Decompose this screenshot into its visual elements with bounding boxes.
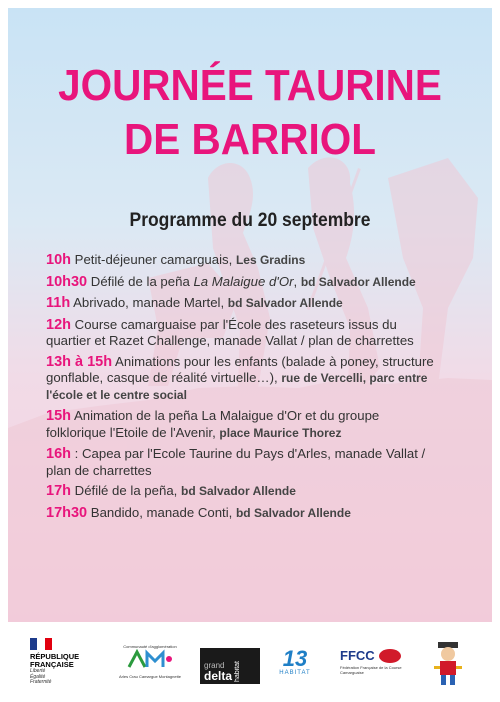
rf-motto-3: Fraternité <box>30 679 52 685</box>
program-text: Bandido, manade Conti, <box>90 504 233 520</box>
program-list <box>46 252 438 526</box>
program-place: rue de Vercelli, parc entre l'école et le centre social <box>46 371 428 402</box>
program-time: 16h <box>46 446 71 462</box>
program-place: place Maurice Thorez <box>219 425 342 440</box>
program-item <box>46 446 438 478</box>
program-time: 17h <box>46 483 71 499</box>
program-text: Animations pour les enfants (balade à poney, structure gonflable, casque de réalité virtuelle…), <box>46 353 434 385</box>
program-item <box>46 483 438 500</box>
program-time: 12h <box>46 316 71 333</box>
program-item <box>46 354 438 404</box>
habitat-13-word: HABITAT <box>279 670 311 676</box>
subtitle: Programme du 20 septembre <box>129 210 371 231</box>
program-place: Les Gradins <box>235 253 306 267</box>
rf-line-1: RÉPUBLIQUE <box>30 652 80 661</box>
accm-mark-icon <box>125 649 175 669</box>
program-item <box>46 505 438 522</box>
habitat-13-mark: 13 <box>282 646 308 671</box>
program-text-italic: La Malaigue d'Or <box>193 273 294 289</box>
gdh-word-3: habitat <box>234 660 242 682</box>
program-place: bd Salvador Allende <box>300 274 416 289</box>
rf-motto-2: Égalité <box>30 673 46 680</box>
program-place: bd Salvador Allende <box>227 296 343 310</box>
marianne-icon <box>30 638 52 650</box>
ffcc-logo <box>340 648 410 675</box>
program-time: 17h30 <box>46 504 88 521</box>
program-text: Animation de la peña La Malaigue d'Or et du groupe folklorique l'Etoile de l'Avenir, <box>46 408 380 440</box>
program-time: 10h <box>46 252 71 268</box>
program-item <box>46 295 438 312</box>
rf-motto-1: Liberté <box>30 668 46 674</box>
gdh-word-1: grand <box>204 661 225 670</box>
program-text: : Capea par l'Ecole Taurine du Pays d'Arles, manade Vallat / plan de charrettes <box>46 446 426 478</box>
accm-bottom-text: Arles Crau Camargue Montagnette <box>118 674 182 679</box>
program-text-after: , <box>293 273 298 289</box>
program-text: Défilé de la peña <box>90 273 190 289</box>
program-text: Petit-déjeuner camarguais, <box>74 252 233 267</box>
program-place: bd Salvador Allende <box>181 484 296 498</box>
program-text: Abrivado, manade Martel, <box>73 295 225 310</box>
accm-top-text: Communauté d'agglomération <box>123 644 177 649</box>
habitat-13-logo <box>270 648 320 676</box>
program-item <box>46 408 438 441</box>
partner-logos <box>0 628 500 698</box>
program-item <box>46 317 438 349</box>
grand-delta-habitat-logo <box>200 648 260 684</box>
program-time: 11h <box>46 295 71 311</box>
taurine-mascot-icon <box>432 636 464 688</box>
republique-francaise-logo <box>30 638 88 686</box>
title-line-2: DE BARRIOL <box>124 115 376 164</box>
program-text: Course camarguaise par l'École des raseteurs issus du quartier et Razet Challenge, manade Vallat / plan de charrettes <box>46 316 414 348</box>
program-time: 15h <box>46 408 71 424</box>
program-item <box>46 274 438 291</box>
accm-logo <box>118 644 182 679</box>
program-place: bd Salvador Allende <box>235 505 351 520</box>
title-line-1: JOURNÉE TAURINE <box>58 61 442 110</box>
gdh-word-2: delta <box>204 669 233 683</box>
program-time: 10h30 <box>46 273 88 290</box>
program-text: Défilé de la peña, <box>74 483 178 498</box>
program-time: 13h à 15h <box>46 353 113 370</box>
ffcc-mark: FFCC <box>340 648 375 663</box>
ffcc-small-text: Fédération Française de la Course Camarguaise <box>340 665 402 675</box>
program-item <box>46 252 438 269</box>
bull-icon <box>379 649 401 663</box>
poster <box>8 8 492 622</box>
rf-line-2: FRANÇAISE <box>30 660 74 669</box>
